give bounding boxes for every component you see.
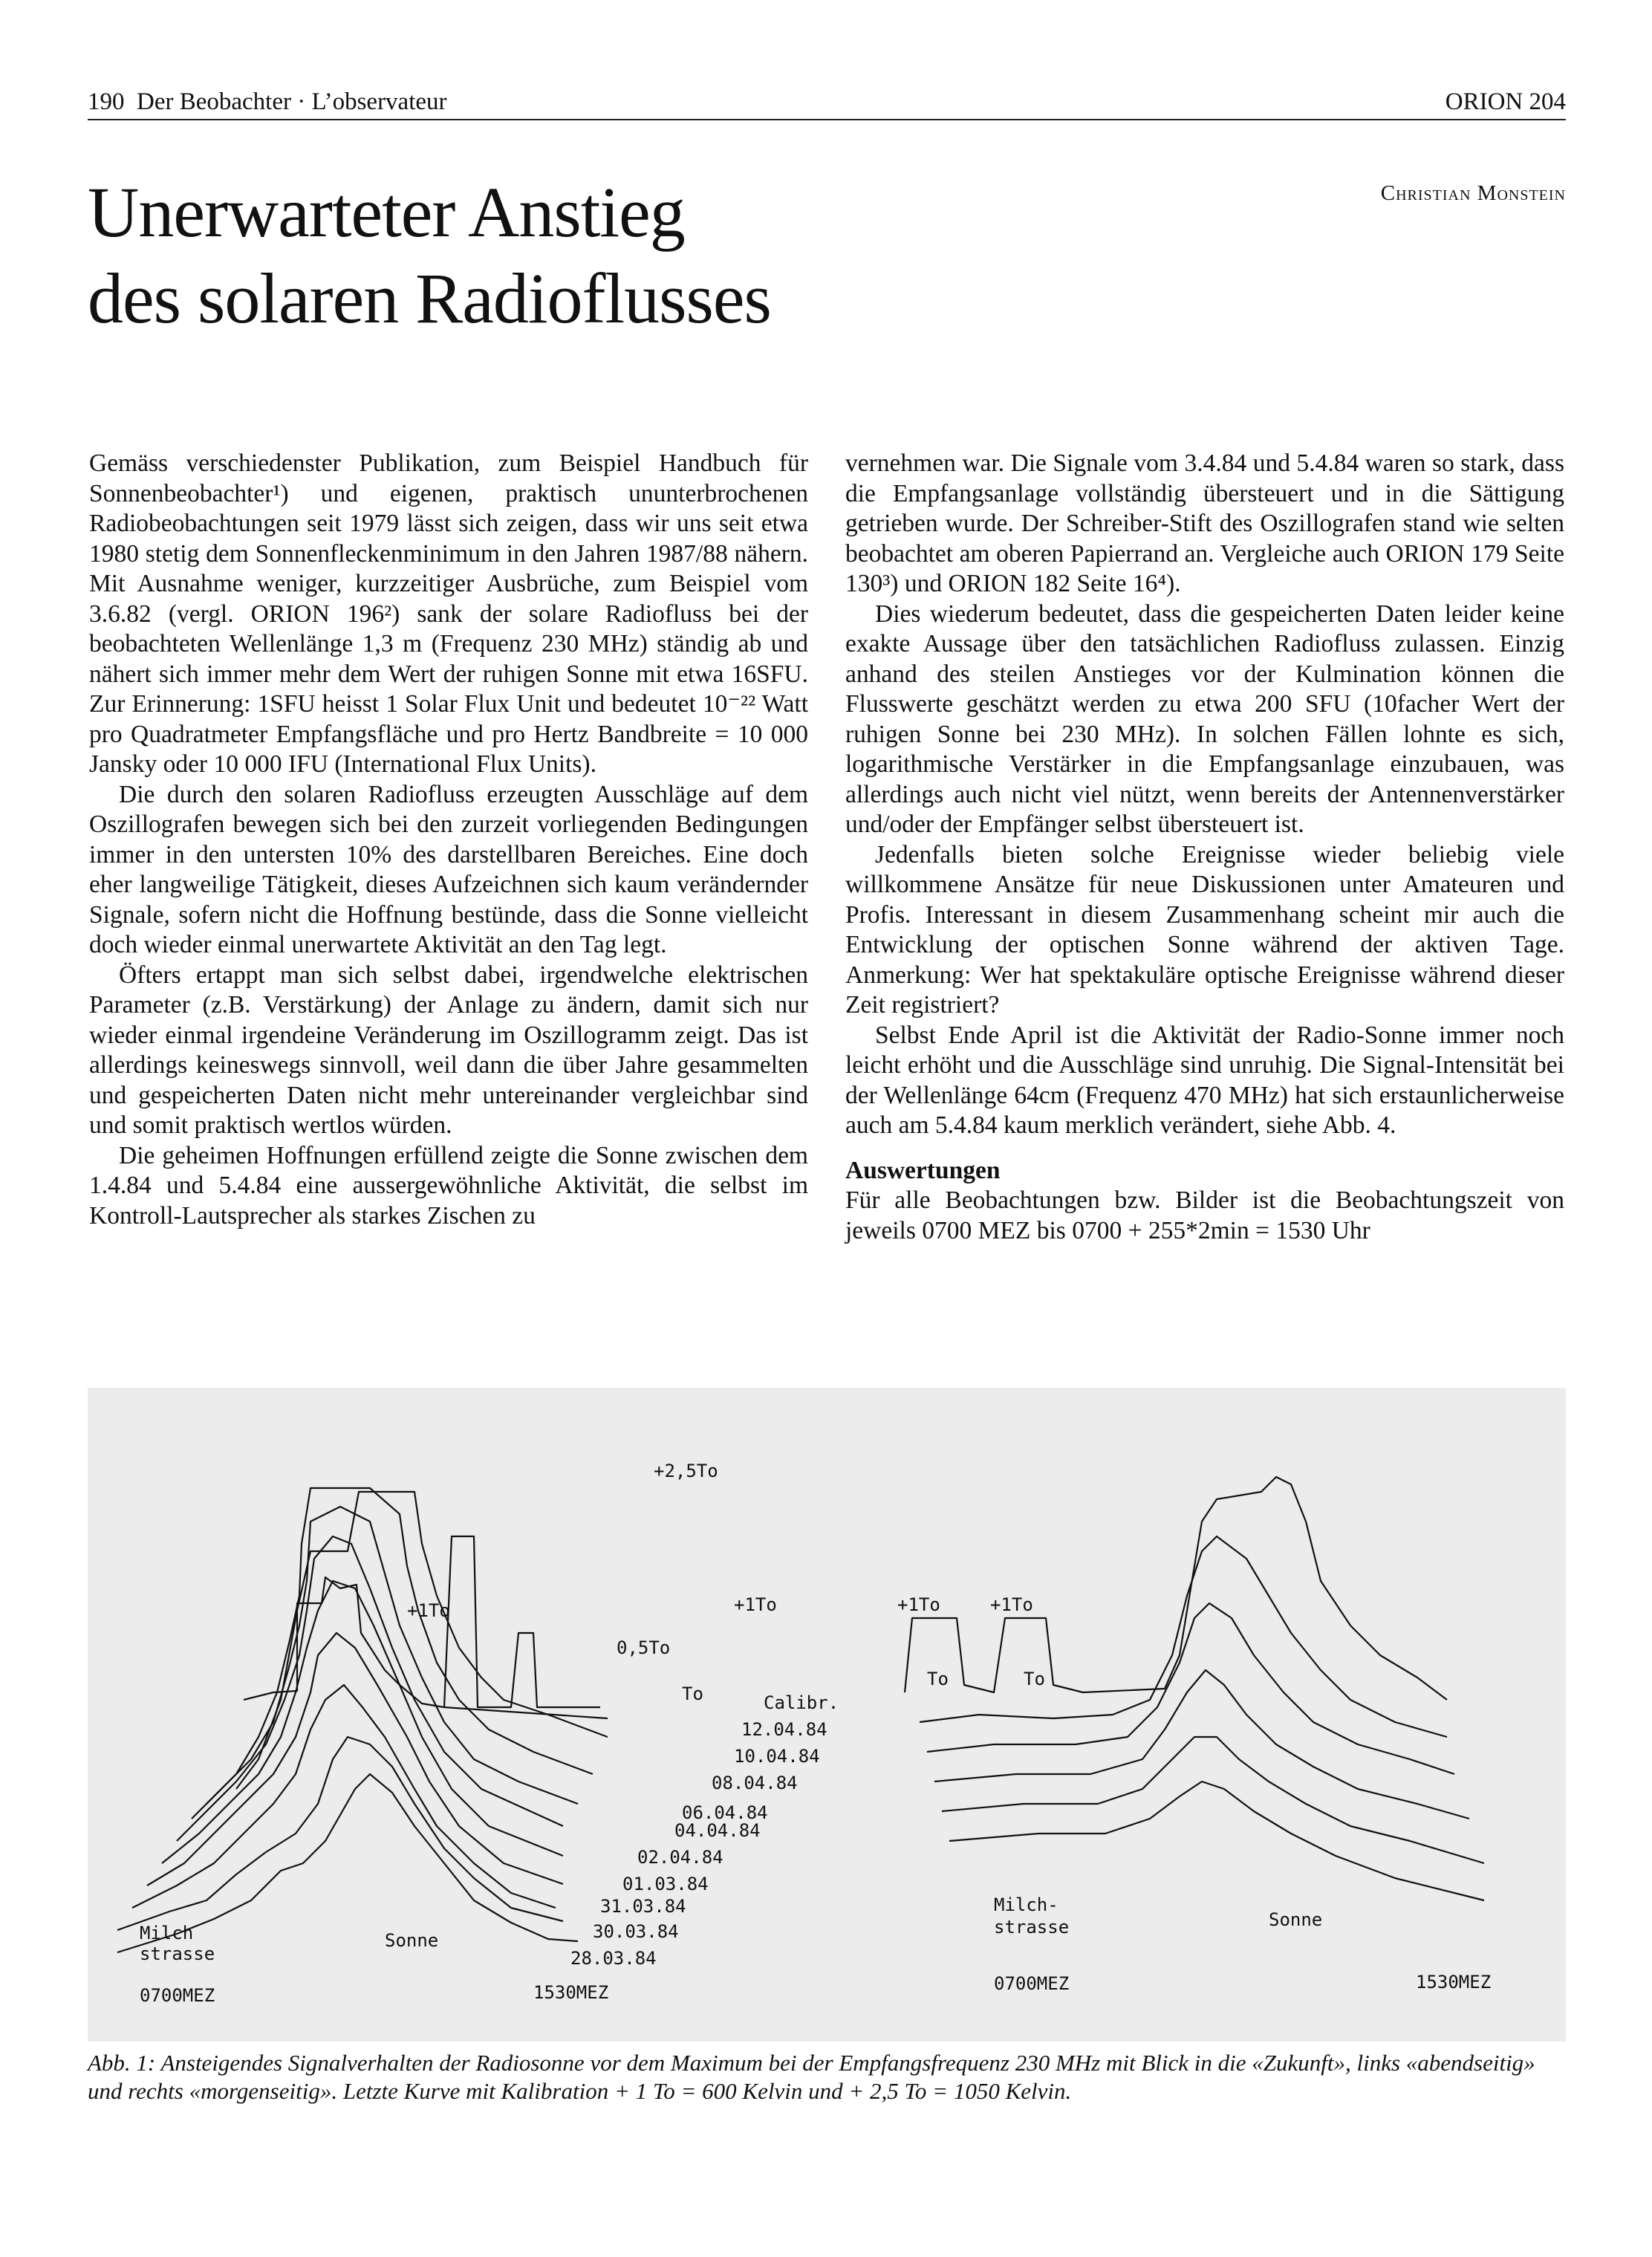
paragraph: Jedenfalls bieten solche Ereignisse wieder beliebig viele willkommene Ansätze für neue Diskussionen unter Amateuren und Profis. Interessant in diesem Zusammenhang scheint mir auch die Entwicklung der optischen Sonne während der aktiven Tage. Anmerkung: Wer hat spektakuläre optische Ereignisse während dieser Zeit registriert? [845,840,1564,1019]
label-to: To [927,1669,949,1689]
text-column-left [89,449,808,1231]
oscillogram-image [88,1388,1566,2042]
sun-label: Sonne [385,1930,439,1951]
date-label: 06.04.84 [682,1802,768,1823]
label-to: To [1024,1669,1045,1689]
date-label: 28.03.84 [570,1948,657,1969]
label-plus-1-to: +1To [990,1594,1033,1615]
paragraph: Die geheimen Hoffnungen erfüllend zeigte die Sonne zwischen dem 1.4.84 und 5.4.84 eine aussergewöhnliche Aktivität, die selbst im Kontroll-Lautsprecher als starkes Zischen zu [89,1141,808,1230]
paragraph: Öfters ertappt man sich selbst dabei, irgendwelche elektrischen Parameter (z.B. Verstärkung) der Anlage zu ändern, damit sich nur wieder einmal irgendeine Veränderung im Oszillogramm zeigt. Das ist allerdings keineswegs sinnvoll, weil dann die über Jahre gesammelten und gespeicherten Daten nicht mehr untereinander vergleichbar sind und somit praktisch wertlos würden. [89,961,808,1139]
date-label: 02.04.84 [637,1847,723,1868]
right-panel-traces [905,1477,1484,1900]
paragraph: Dies wiederum bedeutet, dass die gespeicherten Daten leider keine exakte Aussage über den tatsächlichen Radiofluss zulassen. Einzig anhand des steilen Anstieges vor der Kulmination können die Flusswerte geschätzt werden zu etwa 200 SFU (10facher Wert der ruhigen Sonne bei 230 MHz). In solchen Fällen lohnte es sich, logarithmische Verstärker in die Empfangsanlage einzubauen, was allerdings auch nicht viel nützt, wenn bereits der Antennenverstärker und/oder der Empfänger selbst übersteuert ist. [845,600,1564,838]
journal-issue: ORION 204 [1445,88,1566,115]
date-label: 08.04.84 [712,1773,798,1793]
date-label: 30.03.84 [593,1921,679,1942]
milky-way-label: strasse [994,1917,1070,1938]
date-label: 12.04.84 [741,1719,827,1740]
label-plus-2-5-to: +2,5To [654,1461,718,1481]
label-plus-1-to: +1To [407,1600,450,1621]
time-end-label: 1530MEZ [533,1982,609,2003]
time-start-label: 0700MEZ [994,1973,1070,1994]
title-line-1: Unerwarteter Anstieg [88,172,685,252]
title-line-2: des solaren Radioflusses [88,259,771,338]
label-to: To [682,1683,703,1704]
label-0-5-to: 0,5To [617,1637,671,1658]
paragraph: vernehmen war. Die Signale vom 3.4.84 und 5.4.84 waren so stark, dass die Empfangsanlage vollständig übersteuert und in die Sättigung getrieben wurde. Der Schreiber-Stift des Oszillografen stand wie selten beobachtet am oberen Papierrand an. Vergleiche auch ORION 179 Seite 130³) und ORION 182 Seite 16⁴). [845,449,1564,597]
left-panel-traces [117,1488,608,1952]
date-label: 31.03.84 [600,1896,686,1917]
paragraph: Selbst Ende April ist die Aktivität der Radio-Sonne immer noch leicht erhöht und die Ausschläge sind unruhig. Die Signal-Intensität bei der Wellenlänge 64cm (Frequenz 470 MHz) hat sich erstaunlicherweise auch am 5.4.84 kaum merklich verändert, siehe Abb. 4. [845,1021,1564,1139]
section-name: Der Beobachter · L’observateur [137,88,447,115]
sun-label: Sonne [1269,1909,1323,1930]
running-head-left [88,88,447,116]
date-label: 10.04.84 [734,1746,820,1767]
header-rule [88,119,1566,120]
milky-way-label: strasse [140,1943,215,1964]
figure-caption: Abb. 1: Ansteigendes Signalverhalten der Radiosonne vor dem Maximum bei der Empfangsfrequenz 230 MHz mit Blick in die «Zukunft», links «abendseitig» und rechts «morgenseitig». Letzte Kurve mit Kalibration + 1 To = 600 Kelvin und + 2,5 To = 1050 Kelvin. [88,2050,1535,2104]
paragraph: Gemäss verschiedenster Publikation, zum Beispiel Handbuch für Sonnenbeobachter¹) und eigenen, praktisch ununterbrochenen Radiobeobachtungen seit 1979 lässt sich zeigen, dass wir uns seit etwa 1980 stetig dem Sonnenfleckenminimum in den Jahren 1987/88 nähern. Mit Ausnahme weniger, kurzzeitiger Ausbrüche, zum Beispiel vom 3.6.82 (vergl. ORION 196²) sank der solare Radiofluss bei der beobachteten Wellenlänge 1,3 m (Frequenz 230 MHz) ständig ab und nähert sich immer mehr dem Wert der ruhigen Sonne mit etwa 16SFU. Zur Erinnerung: 1SFU heisst 1 Solar Flux Unit und bedeutet 10⁻²² Watt pro Quadratmeter Empfangsfläche und pro Hertz Bandbreite = 10 000 Jansky oder 10 000 IFU (International Flux Units). [89,449,808,778]
label-plus-1-to: +1To [734,1594,777,1615]
article-title [88,169,979,342]
author-name: Christian Monstein [1380,181,1566,205]
date-label: 01.03.84 [622,1874,709,1894]
paragraph: Für alle Beobachtungen bzw. Bilder ist die Beobachtungszeit von jeweils 0700 MEZ bis 0700 + 255*2min = 1530 Uhr [845,1186,1564,1244]
page-number: 190 [88,88,125,115]
section-heading: Auswertungen [845,1156,1001,1184]
paragraph: Die durch den solaren Radiofluss erzeugten Ausschläge auf dem Oszillografen bewegen sich bei den zurzeit vorliegenden Bedingungen immer in den untersten 10% des darstellbaren Bereiches. Eine doch eher langweilige Tätigkeit, dieses Aufzeichnen sich kaum verändernder Signale, sofern nicht die Hoffnung bestünde, dass die Sonne vielleicht doch wieder einmal unerwartete Aktivität an den Tag legt. [89,780,808,958]
milky-way-label: Milch [140,1923,194,1943]
label-plus-1-to: +1To [897,1594,940,1615]
time-end-label: 1530MEZ [1416,1972,1492,1993]
time-start-label: 0700MEZ [140,1985,215,2006]
milky-way-label: Milch- [994,1894,1058,1915]
date-label: 04.04.84 [674,1820,761,1841]
text-column-right [845,449,1564,1246]
running-head [88,80,1566,116]
figure-oscillogram [88,1388,1566,2042]
date-label: Calibr. [764,1692,839,1713]
